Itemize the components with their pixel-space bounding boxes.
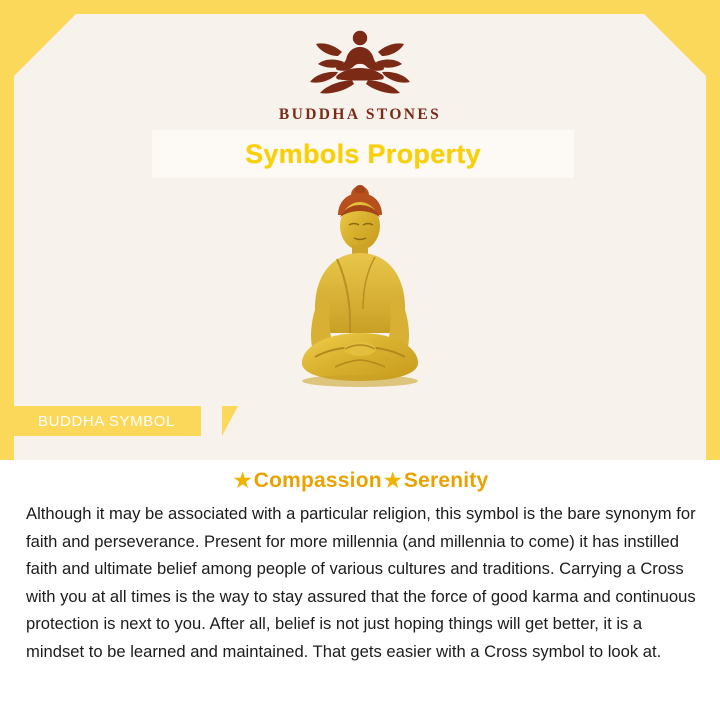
brand-logo: [0, 24, 720, 124]
seated-buddha-illustration: [275, 181, 445, 421]
headline-text-left: Compassion: [253, 469, 382, 492]
star-icon-left: ★: [233, 470, 252, 492]
brand-name: BUDDHA STONES: [278, 106, 442, 123]
body-paragraph: Although it may be associated with a particular religion, this symbol is the bare synonym for faith and perseverance. Present for more millennia (and millennia to come) it has instilled faith and ultimate belief among people of various cultures and traditions. Carrying a Cross with you at all times is the way to stay assured that the force of good karma and continuous protection is next to you. After all, belief is not just hoping things will get better, it is a mindset to be learned and maintained. That gets easier with a Cross symbol to look at.: [26, 504, 696, 661]
frame-top-bar: [0, 0, 720, 14]
section-ribbon-tail: [222, 406, 238, 436]
section-ribbon: [14, 406, 201, 436]
section-ribbon-label: BUDDHA SYMBOL: [38, 412, 175, 430]
star-icon-right: ★: [383, 470, 402, 492]
page-title: Symbols Property: [245, 138, 481, 169]
buddha-illustration: [0, 176, 720, 426]
headline: [0, 468, 720, 493]
lotus-meditation-icon: [280, 24, 440, 102]
headline-text-right: Serenity: [403, 469, 489, 492]
title-banner: [152, 130, 574, 178]
